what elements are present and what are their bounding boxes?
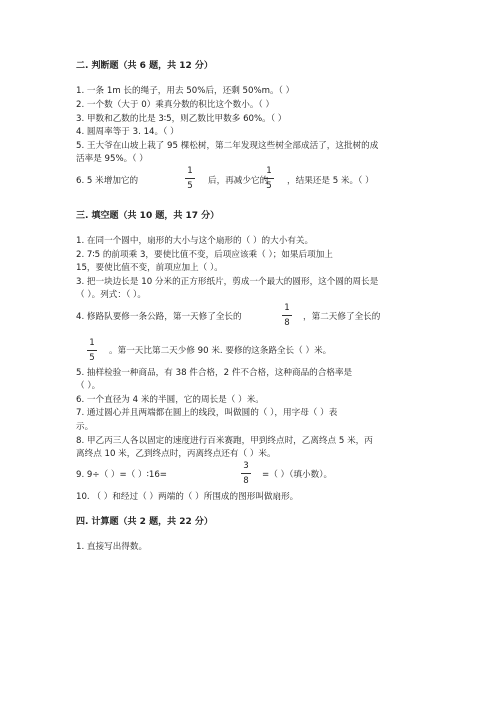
fraction-numerator: 1 (187, 166, 193, 176)
question-text: 5. 抽样检验一种商品，有 38 件合格，2 件不合格，这种商品的合格率是 (76, 368, 353, 378)
question-text: 6. 5 米增加它的 (76, 176, 139, 186)
question-text: 1. 直接写出得数。 (76, 542, 148, 552)
fraction-numerator: 1 (89, 338, 95, 348)
section-heading-judgement: 二. 判断题（共 6 题，共 12 分） (76, 61, 213, 71)
fraction-denominator: 5 (266, 181, 272, 191)
fraction-bar (264, 178, 274, 179)
question-text: 。第一天比第二天少修 90 米. 要修的这条路全长（ ）米。 (109, 346, 332, 356)
fraction (263, 166, 275, 192)
fraction (184, 166, 196, 192)
question-text: 1. 一条 1m 长的绳子，用去 50%后，还剩 50%m。（ ） (76, 86, 295, 96)
question-text: 3. 甲数和乙数的比是 3∶5，则乙数比甲数多 60%。（ ） (76, 114, 287, 124)
question-text: 3. 把一块边长是 10 分米的正方形纸片，剪成一个最大的圆形，这个圆的周长是 (76, 277, 379, 287)
question-text: 离终点 10 米，乙到终点时，丙离终点还有（ ）米。 (76, 449, 276, 459)
question-text: 1. 在同一个圆中，扇形的大小与这个扇形的（ ）的大小有关。 (76, 236, 314, 246)
fraction-bar (87, 350, 97, 351)
fraction-bar (282, 315, 292, 316)
fraction-bar (241, 473, 251, 474)
question-text: =（ ）（填小数）。 (262, 470, 333, 480)
fraction-numerator: 3 (243, 461, 249, 471)
question-text: 15，要使比值不变，前项应加上（ ）。 (76, 263, 223, 273)
fraction (86, 338, 98, 364)
fraction-denominator: 8 (243, 476, 249, 486)
question-text: （ ）。列式：（ ）。 (76, 290, 146, 300)
question-text: 10. （ ）和经过（ ）两端的（ ）所围成的图形叫做扇形。 (76, 492, 299, 502)
question-text: ，第二天修了全长的 (303, 312, 381, 322)
question-text: 9. 9÷（ ）=（ ）∶16= (76, 470, 168, 480)
fraction (240, 461, 252, 487)
question-text: 4. 圆周率等于 3. 14。（ ） (76, 127, 179, 137)
fraction-numerator: 1 (266, 166, 272, 176)
fraction-denominator: 5 (187, 181, 193, 191)
fraction-denominator: 8 (284, 318, 290, 328)
question-text: （ ）。 (76, 381, 101, 391)
fraction-numerator: 1 (284, 303, 290, 313)
question-text: 6. 一个直径为 4 米的半圆，它的周长是（ ）米。 (76, 395, 264, 405)
question-text: ，结果还是 5 米。（ ） (287, 176, 374, 186)
question-text: 7. 通过圆心并且两端都在圆上的线段，叫做圆的（ ），用字母（ ）表 (76, 408, 338, 418)
fraction-denominator: 5 (89, 353, 95, 363)
section-heading-fill-blank: 三. 填空题（共 10 题，共 17 分） (76, 211, 220, 221)
fraction (281, 303, 293, 329)
question-text: 后，再减少它的 (208, 176, 269, 186)
question-text: 8. 甲乙丙三人各以固定的速度进行百米赛跑，甲到终点时，乙离终点 5 米，丙 (76, 436, 373, 446)
question-text: 5. 王大爷在山坡上栽了 95 棵松树，第二年发现这些树全部成活了，这批树的成 (76, 141, 379, 151)
question-text: 活率是 95%。（ ） (76, 154, 148, 164)
question-text: 示。 (76, 422, 94, 432)
question-text: 4. 修路队要修一条公路，第一天修了全长的 (76, 312, 242, 322)
question-text: 2. 7∶5 的前项乘 3，要使比值不变，后项应该乘（ ）；如果后项加上 (76, 250, 333, 260)
question-text: 2. 一个数（大于 0）乘真分数的积比这个数小。（ ） (76, 100, 275, 110)
section-heading-calculation: 四. 计算题（共 2 题，共 22 分） (76, 517, 213, 527)
fraction-bar (185, 178, 195, 179)
